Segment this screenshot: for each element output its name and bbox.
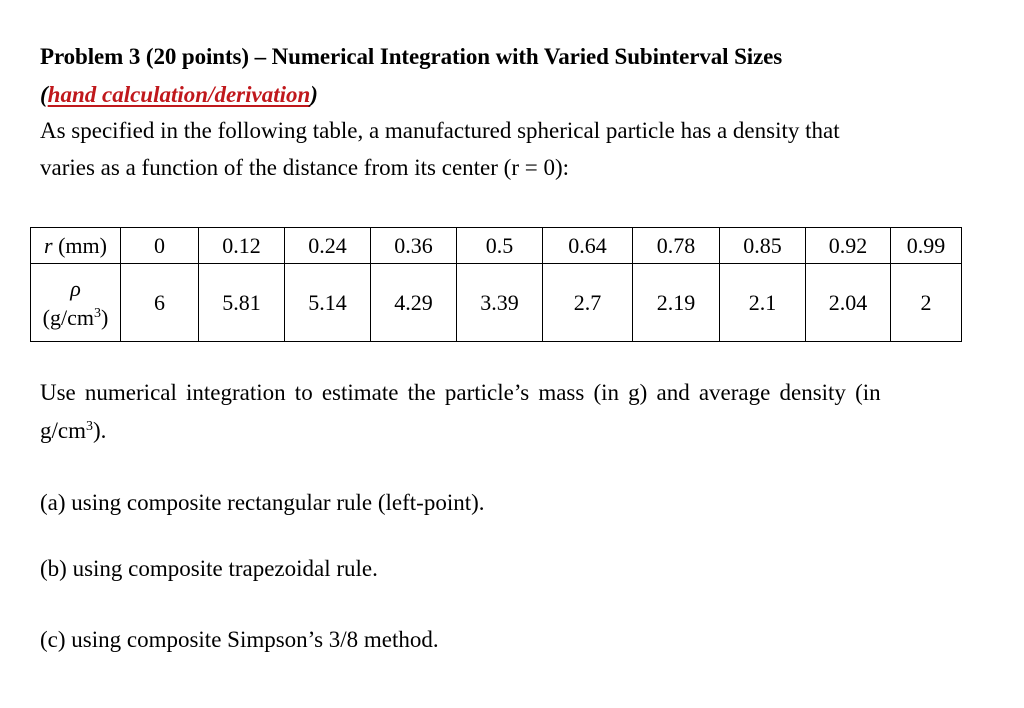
density-cell: 3.39 xyxy=(457,264,543,342)
radius-unit: (mm) xyxy=(52,232,107,258)
subtitle-open-paren: ( xyxy=(40,82,48,107)
question-unit-exponent: 3 xyxy=(86,419,93,434)
rho-symbol: ρ xyxy=(70,275,81,301)
radius-cell: 0.85 xyxy=(720,228,806,264)
part-a: (a) using composite rectangular rule (left-point). xyxy=(40,490,485,515)
problem-subtitle xyxy=(40,82,318,108)
density-cell: 5.14 xyxy=(285,264,371,342)
radius-cell: 0.78 xyxy=(633,228,720,264)
question-line-2 xyxy=(40,418,106,444)
density-cell: 2.04 xyxy=(806,264,891,342)
radius-cell: 0.99 xyxy=(891,228,962,264)
question-unit-close: ). xyxy=(93,418,107,443)
question-unit-base: g/cm xyxy=(40,418,86,443)
density-header-cell xyxy=(31,264,121,342)
density-table xyxy=(30,227,962,342)
radius-cell: 0.64 xyxy=(543,228,633,264)
radius-symbol: r xyxy=(44,232,53,258)
radius-cell: 0.12 xyxy=(199,228,285,264)
density-cell: 2 xyxy=(891,264,962,342)
intro-line-1: As specified in the following table, a manufactured spherical particle has a density that xyxy=(40,118,840,143)
problem-title: Problem 3 (20 points) – Numerical Integration with Varied Subinterval Sizes xyxy=(40,44,783,69)
subtitle-close-paren: ) xyxy=(310,82,318,107)
radius-cell: 0.5 xyxy=(457,228,543,264)
density-cell: 6 xyxy=(121,264,199,342)
hand-calculation-label: hand calculation/derivation xyxy=(47,82,311,107)
radius-cell: 0.24 xyxy=(285,228,371,264)
radius-cell: 0 xyxy=(121,228,199,264)
radius-row xyxy=(31,228,962,264)
intro-line-2: varies as a function of the distance from its center (r = 0): xyxy=(40,155,569,180)
density-unit-close: ) xyxy=(101,304,109,330)
part-b: (b) using composite trapezoidal rule. xyxy=(40,556,378,581)
density-unit-exponent: 3 xyxy=(94,305,101,321)
radius-cell: 0.92 xyxy=(806,228,891,264)
density-cell: 2.1 xyxy=(720,264,806,342)
density-cell: 4.29 xyxy=(371,264,457,342)
question-line-1: Use numerical integration to estimate the particle’s mass (in g) and average density (in xyxy=(40,380,881,405)
radius-cell: 0.36 xyxy=(371,228,457,264)
density-cell: 2.19 xyxy=(633,264,720,342)
density-cell: 2.7 xyxy=(543,264,633,342)
density-unit xyxy=(43,305,109,330)
radius-header-cell xyxy=(31,228,121,264)
part-c: (c) using composite Simpson’s 3/8 method. xyxy=(40,627,439,652)
density-unit-base: (g/cm xyxy=(42,304,94,330)
density-cell: 5.81 xyxy=(199,264,285,342)
density-row xyxy=(31,264,962,342)
